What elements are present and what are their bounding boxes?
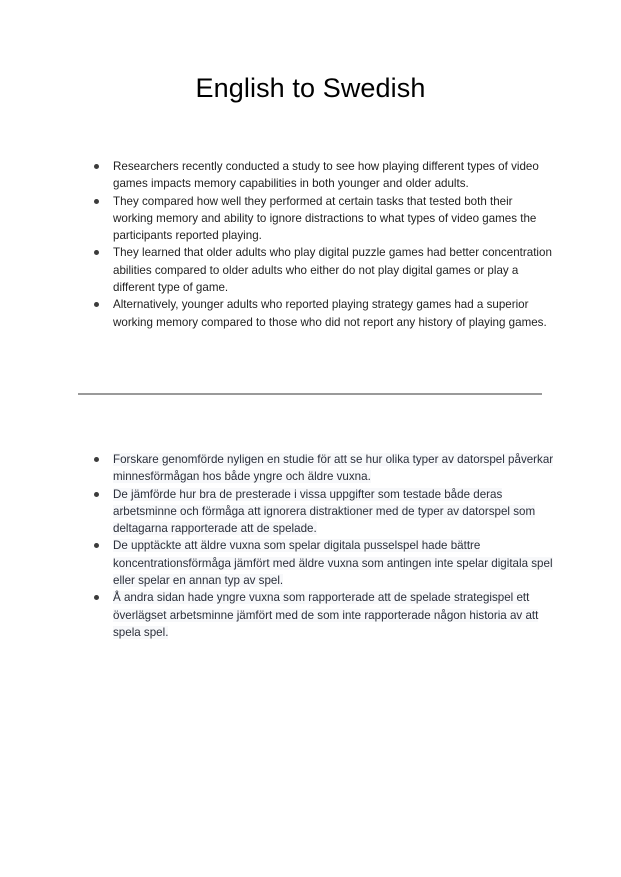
list-item bbox=[84, 158, 554, 193]
list-item-text: They compared how well they performed at certain tasks that tested both their working memory and ability to ignore distractions to what types of video games the participants reported playing. bbox=[113, 194, 537, 243]
list-item bbox=[84, 486, 554, 538]
list-item-text: Researchers recently conducted a study to see how playing different types of video games impacts memory capabilities in both younger and older adults. bbox=[113, 160, 539, 191]
list-item bbox=[84, 244, 554, 296]
bullet-icon bbox=[94, 302, 99, 307]
bullet-icon bbox=[94, 164, 99, 169]
list-item bbox=[84, 589, 554, 641]
list-item bbox=[84, 451, 554, 486]
list-item bbox=[84, 193, 554, 245]
list-item bbox=[84, 296, 554, 331]
bullet-icon bbox=[94, 595, 99, 600]
list-item-text: Forskare genomförde nyligen en studie för att se hur olika typer av datorspel påverkar minnesförmågan hos både yngre och äldre vuxna. bbox=[113, 453, 554, 484]
list-item-text: Alternatively, younger adults who reported playing strategy games had a superior working memory compared to those who did not report any history of playing games. bbox=[113, 298, 547, 329]
bullet-icon bbox=[94, 543, 99, 548]
english-bullet-list bbox=[84, 158, 554, 331]
list-item-text: De upptäckte att äldre vuxna som spelar digitala pusselspel hade bättre koncentrationsförmåga jämfört med äldre vuxna som antingen inte spelar digitala spel eller spelar en annan typ av spel. bbox=[113, 539, 553, 588]
list-item-text: They learned that older adults who play digital puzzle games had better concentration abilities compared to older adults who either do not play digital games or play a different type of game. bbox=[113, 246, 552, 295]
swedish-bullet-list bbox=[84, 451, 554, 641]
bullet-icon bbox=[94, 199, 99, 204]
bullet-icon bbox=[94, 492, 99, 497]
list-item-text: Å andra sidan hade yngre vuxna som rapporterade att de spelade strategispel ett överlägset arbetsminne jämfört med de som inte rapporterade någon historia av att spela spel. bbox=[113, 591, 539, 639]
bullet-icon bbox=[94, 457, 99, 462]
bullet-icon bbox=[94, 250, 99, 255]
list-item bbox=[84, 537, 554, 589]
page-title: English to Swedish bbox=[195, 73, 426, 103]
list-item-text: De jämförde hur bra de presterade i vissa uppgifter som testade både deras arbetsminne och förmåga att ignorera distraktioner med de typer av datorspel som deltagarna rapporterade att de spelade. bbox=[113, 487, 536, 536]
horizontal-divider bbox=[78, 393, 542, 395]
